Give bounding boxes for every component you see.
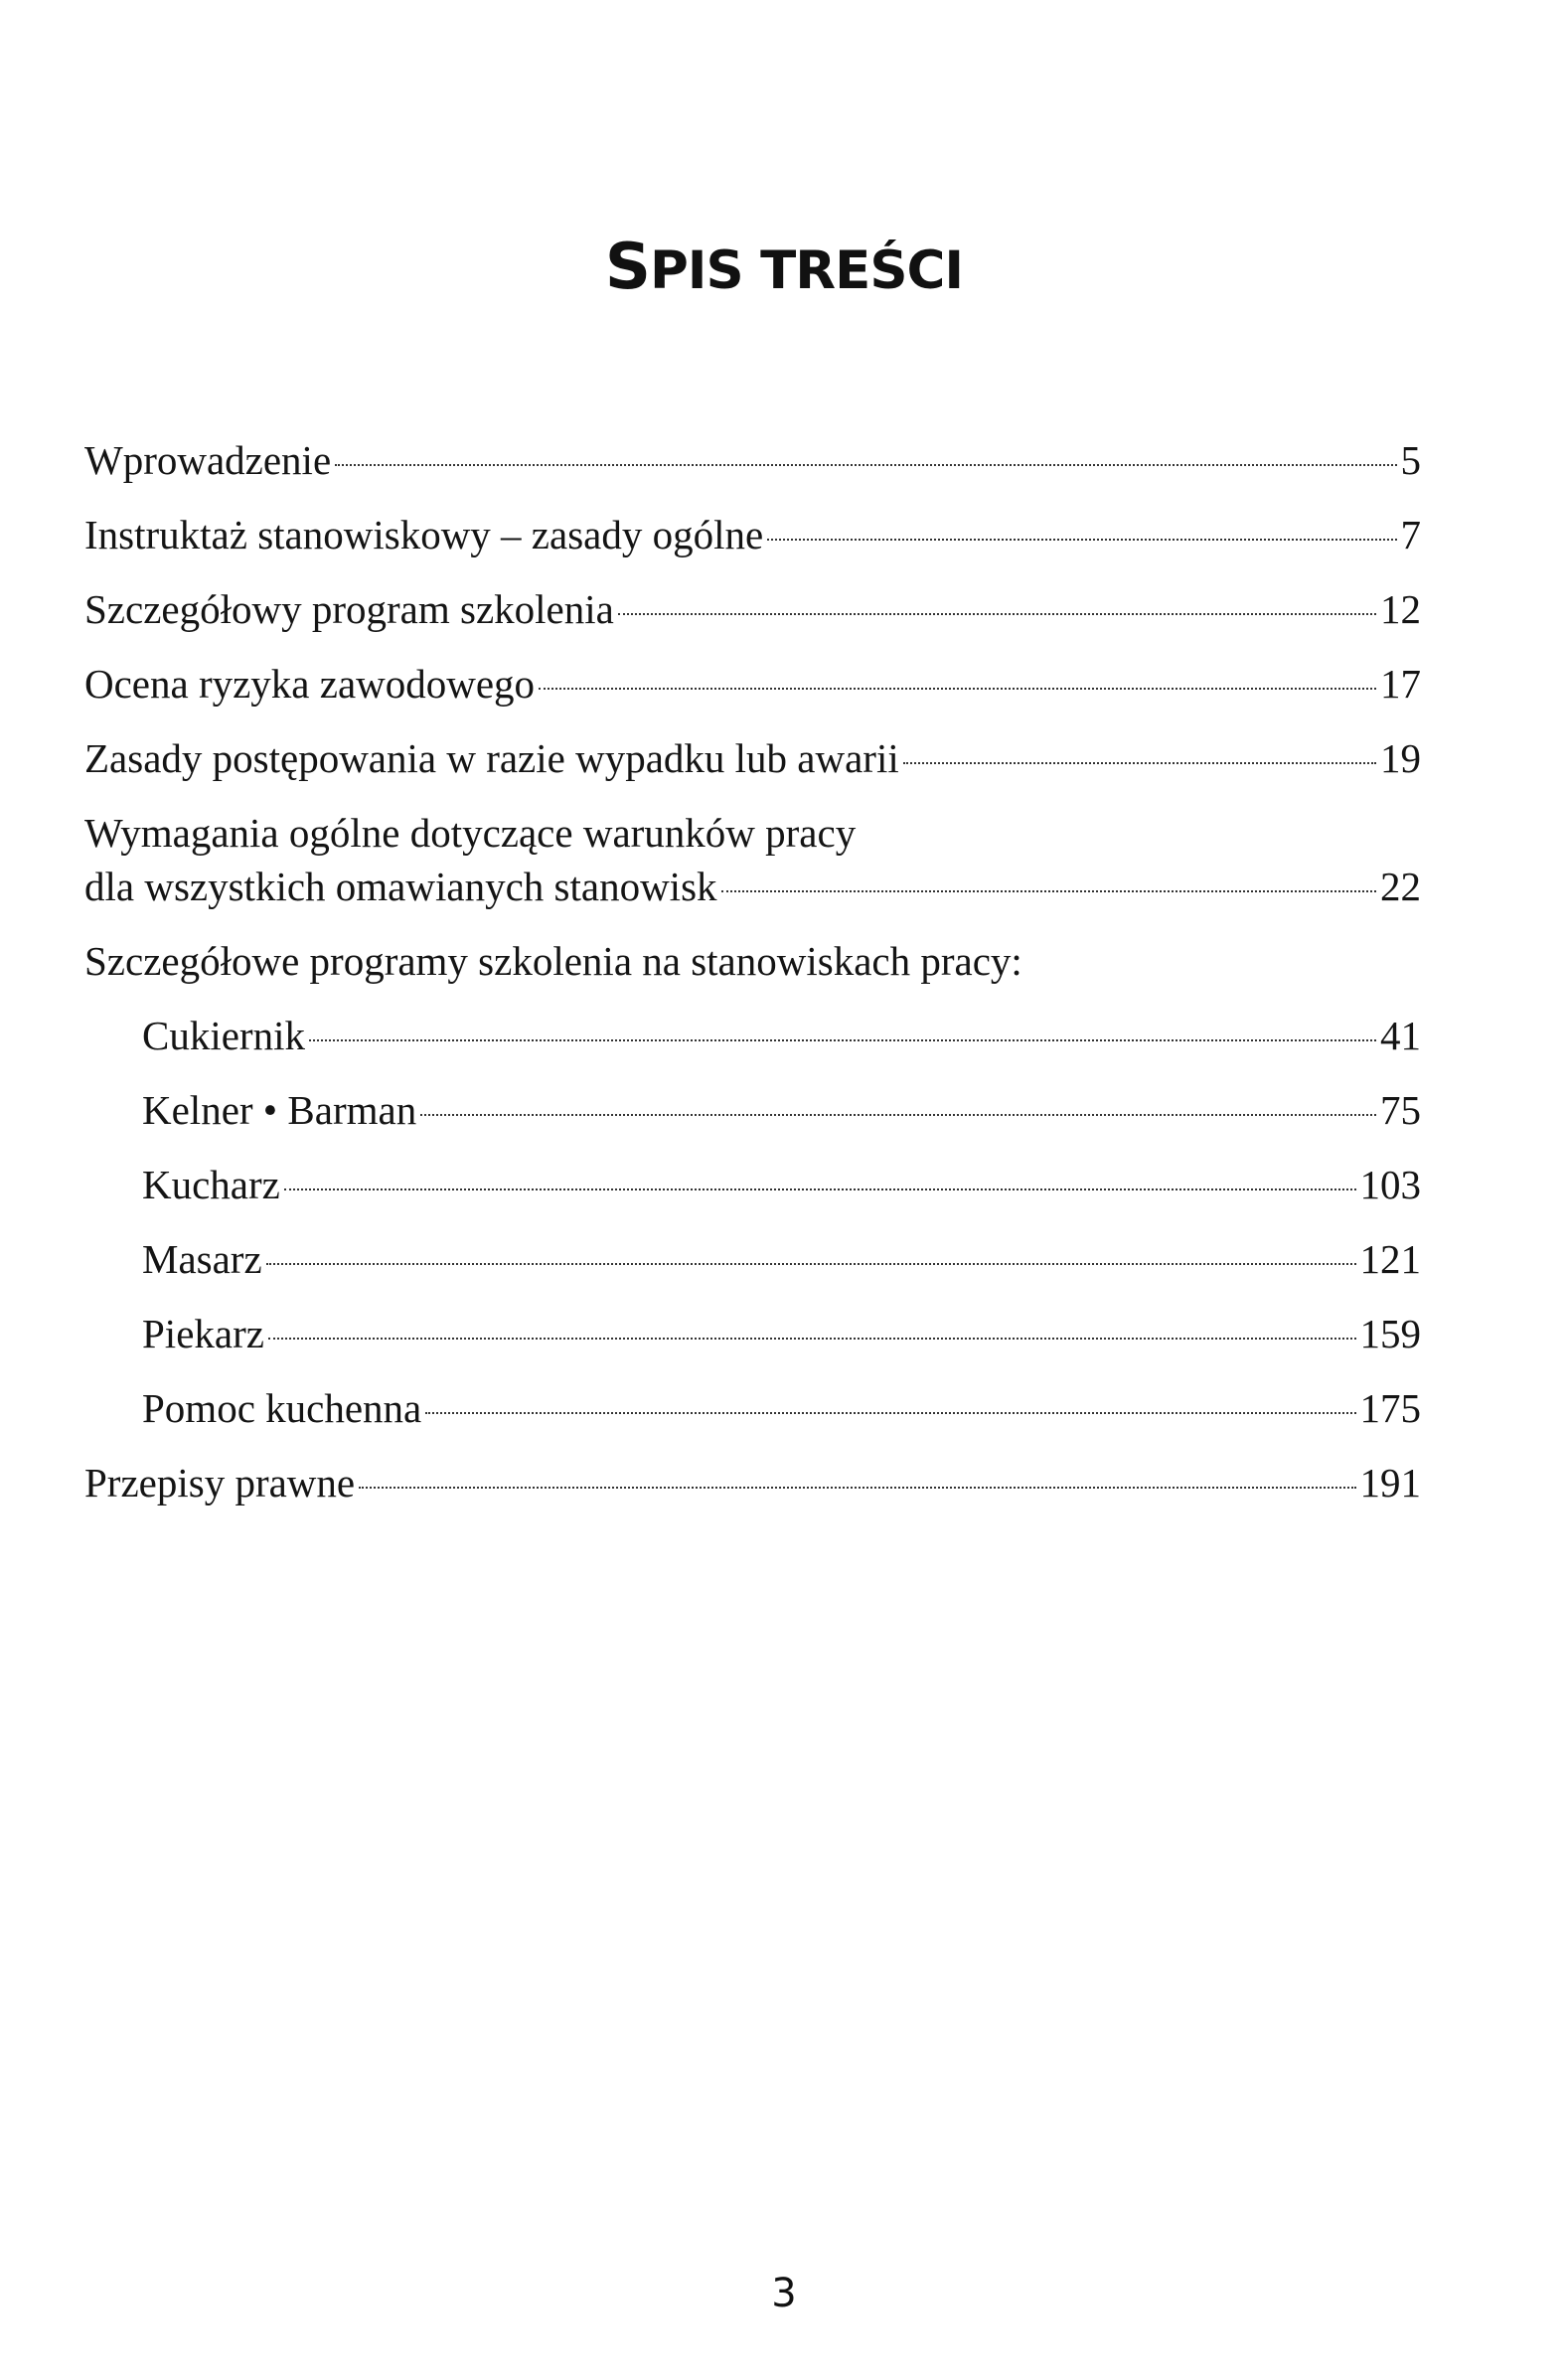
toc-entry-instruktaz[interactable]: Instruktaż stanowiskowy – zasady ogólne 7 [84, 512, 1421, 557]
leader-dots [618, 613, 1376, 615]
toc-subentry[interactable]: Kucharz 103 [142, 1162, 1421, 1207]
toc-entry-ocena[interactable]: Ocena ryzyka zawodowego 17 [84, 661, 1421, 707]
toc-entry-wypadek[interactable]: Zasady postępowania w razie wypadku lub awarii 19 [84, 735, 1421, 781]
leader-dots [309, 1039, 1376, 1041]
leader-dots [767, 539, 1396, 541]
toc-entry-przepisy[interactable]: Przepisy prawne 191 [84, 1460, 1421, 1505]
page-number: 3 [771, 2271, 797, 2316]
toc-entry-wymagania[interactable] [84, 806, 1421, 913]
leader-dots [539, 688, 1376, 690]
leader-dots [903, 762, 1376, 764]
leader-dots [284, 1188, 1356, 1190]
toc-entry-wymagania-line2: dla wszystkich omawianych stanowisk 22 [84, 864, 1421, 909]
toc-subentry[interactable]: Pomoc kuchenna 175 [142, 1385, 1421, 1431]
toc-entry-wprowadzenie[interactable]: Wprowadzenie 5 [84, 437, 1421, 483]
leader-dots [266, 1263, 1356, 1265]
table-of-contents [84, 433, 1421, 1509]
toc-entry-wymagania-line1: Wymagania ogólne dotyczące warunków pracy [84, 810, 857, 856]
leader-dots [721, 890, 1376, 892]
toc-entry-program[interactable]: Szczegółowy program szkolenia 12 [84, 586, 1421, 632]
page-title: SPIS TREŚCI [604, 231, 964, 304]
toc-subentry[interactable]: Cukiernik 41 [142, 1013, 1421, 1058]
toc-subentry[interactable]: Kelner • Barman 75 [142, 1087, 1421, 1133]
leader-dots [420, 1114, 1376, 1116]
leader-dots [335, 464, 1396, 466]
toc-section-heading: Szczegółowe programy szkolenia na stanowiskach pracy: [84, 938, 1022, 984]
leader-dots [425, 1412, 1355, 1414]
toc-subentry[interactable]: Masarz 121 [142, 1236, 1421, 1282]
leader-dots [359, 1487, 1355, 1489]
toc-subentry[interactable]: Piekarz 159 [142, 1311, 1421, 1356]
leader-dots [268, 1338, 1356, 1340]
